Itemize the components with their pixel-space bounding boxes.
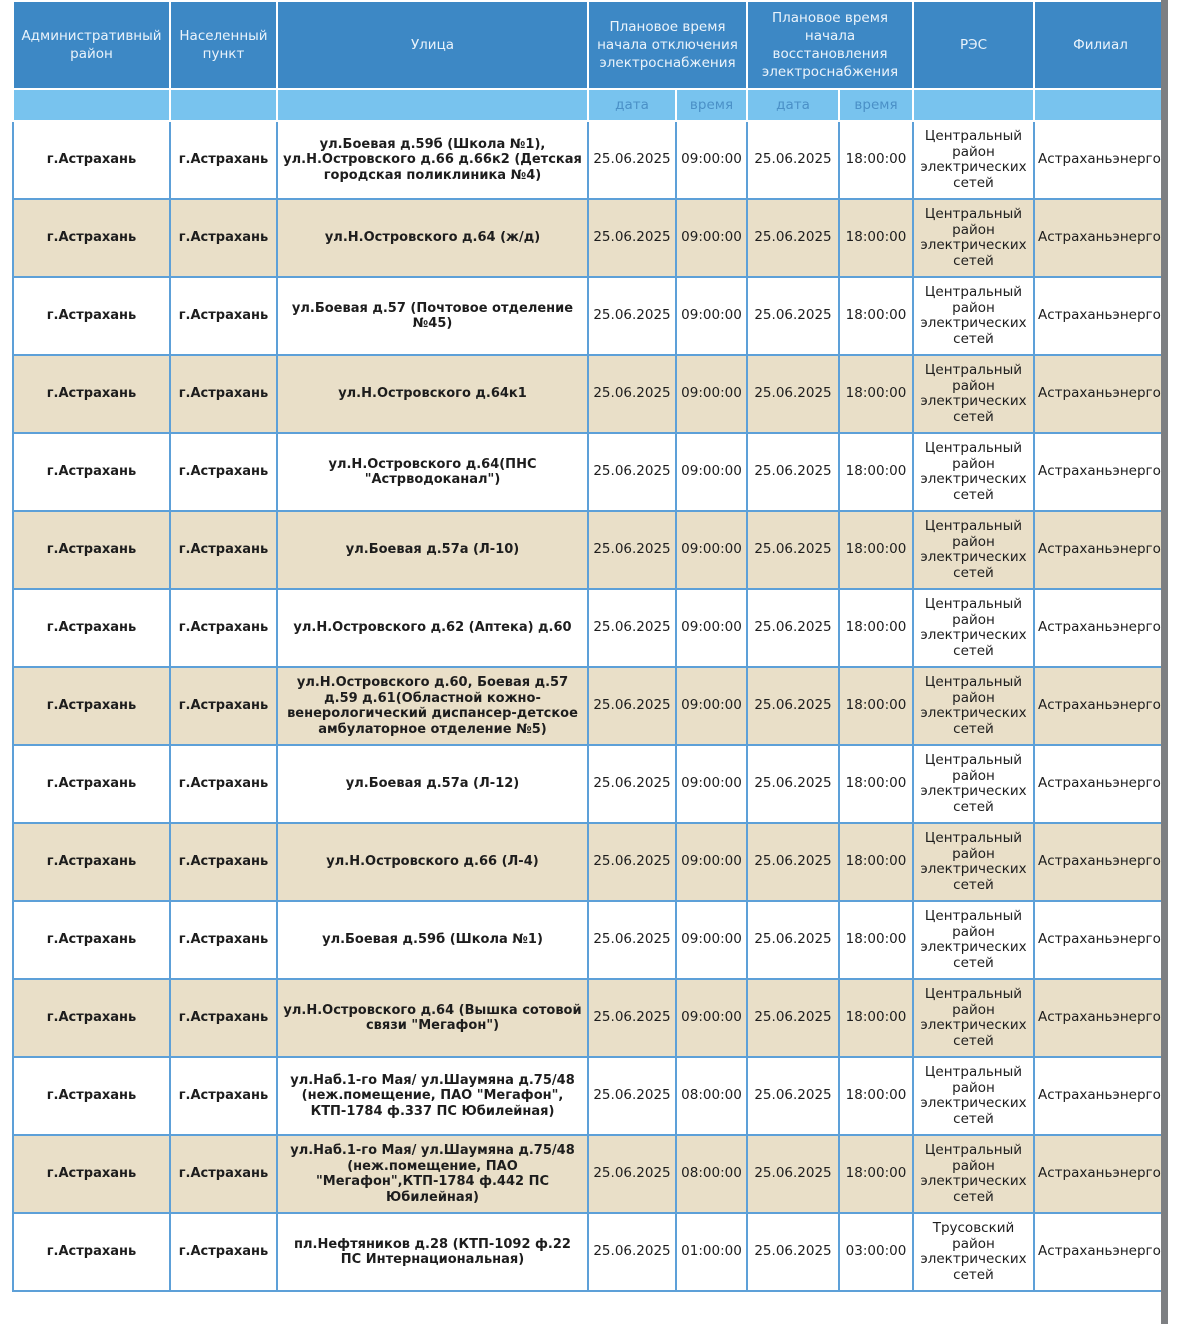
cell-restore-date: 25.06.2025: [747, 433, 839, 511]
cell-outage-time: 01:00:00: [676, 1213, 747, 1291]
cell-restore-time: 18:00:00: [839, 355, 913, 433]
cell-res: Центральный район электрических сетей: [913, 1135, 1034, 1213]
table-row: [13, 355, 1167, 433]
subheader-empty: [277, 89, 588, 121]
cell-branch: Астраханьэнерго: [1034, 667, 1167, 745]
cell-street: ул.Боевая д.59б (Школа №1), ул.Н.Островского д.66 д.66к2 (Детская городская поликлиника №4): [277, 121, 588, 199]
table-row: [13, 589, 1167, 667]
cell-branch: Астраханьэнерго: [1034, 901, 1167, 979]
cell-restore-date: 25.06.2025: [747, 1213, 839, 1291]
cell-street: ул.Наб.1-го Мая/ ул.Шаумяна д.75/48 (неж.помещение, ПАО "Мегафон", КТП-1784 ф.337 ПС Юбилейная): [277, 1057, 588, 1135]
table-row: [13, 901, 1167, 979]
cell-branch: Астраханьэнерго: [1034, 121, 1167, 199]
cell-restore-date: 25.06.2025: [747, 745, 839, 823]
table-row: [13, 511, 1167, 589]
cell-outage-date: 25.06.2025: [588, 1213, 676, 1291]
cell-admin-district: г.Астрахань: [13, 1213, 170, 1291]
cell-restore-date: 25.06.2025: [747, 511, 839, 589]
header-locality: Населенный пункт: [170, 2, 277, 89]
cell-restore-time: 18:00:00: [839, 1057, 913, 1135]
cell-locality: г.Астрахань: [170, 355, 277, 433]
header-branch: Филиал: [1034, 2, 1167, 89]
cell-outage-date: 25.06.2025: [588, 355, 676, 433]
cell-restore-date: 25.06.2025: [747, 667, 839, 745]
cell-street: ул.Боевая д.57а (Л-12): [277, 745, 588, 823]
cell-restore-time: 03:00:00: [839, 1213, 913, 1291]
cell-admin-district: г.Астрахань: [13, 277, 170, 355]
cell-res: Центральный район электрических сетей: [913, 979, 1034, 1057]
cell-street: ул.Наб.1-го Мая/ ул.Шаумяна д.75/48 (неж.помещение, ПАО "Мегафон",КТП-1784 ф.442 ПС Юбилейная): [277, 1135, 588, 1213]
cell-restore-time: 18:00:00: [839, 979, 913, 1057]
table-row: [13, 823, 1167, 901]
cell-restore-time: 18:00:00: [839, 667, 913, 745]
cell-restore-date: 25.06.2025: [747, 199, 839, 277]
cell-branch: Астраханьэнерго: [1034, 199, 1167, 277]
cell-street: ул.Н.Островского д.64к1: [277, 355, 588, 433]
cell-restore-date: 25.06.2025: [747, 121, 839, 199]
cell-locality: г.Астрахань: [170, 823, 277, 901]
cell-outage-time: 09:00:00: [676, 823, 747, 901]
cell-outage-date: 25.06.2025: [588, 667, 676, 745]
table-row: [13, 1213, 1167, 1291]
cell-admin-district: г.Астрахань: [13, 1135, 170, 1213]
cell-admin-district: г.Астрахань: [13, 511, 170, 589]
cell-res: Центральный район электрических сетей: [913, 511, 1034, 589]
cell-res: Центральный район электрических сетей: [913, 355, 1034, 433]
cell-branch: Астраханьэнерго: [1034, 1135, 1167, 1213]
cell-admin-district: г.Астрахань: [13, 901, 170, 979]
cell-branch: Астраханьэнерго: [1034, 433, 1167, 511]
cell-locality: г.Астрахань: [170, 745, 277, 823]
header-admin-district: Административный район: [13, 2, 170, 89]
cell-outage-time: 09:00:00: [676, 121, 747, 199]
cell-locality: г.Астрахань: [170, 121, 277, 199]
cell-res: Трусовский район электрических сетей: [913, 1213, 1034, 1291]
cell-outage-time: 09:00:00: [676, 433, 747, 511]
cell-outage-time: 09:00:00: [676, 901, 747, 979]
subheader-on-date: дата: [747, 89, 839, 121]
cell-locality: г.Астрахань: [170, 1057, 277, 1135]
scrollbar[interactable]: [1161, 0, 1168, 1324]
subheader-empty: [913, 89, 1034, 121]
cell-res: Центральный район электрических сетей: [913, 433, 1034, 511]
cell-outage-date: 25.06.2025: [588, 433, 676, 511]
subheader-row: [13, 89, 1167, 121]
cell-restore-time: 18:00:00: [839, 199, 913, 277]
cell-outage-date: 25.06.2025: [588, 1135, 676, 1213]
cell-res: Центральный район электрических сетей: [913, 901, 1034, 979]
header-restore-start: Плановое время начала восстановления электроснабжения: [747, 2, 913, 89]
cell-admin-district: г.Астрахань: [13, 823, 170, 901]
header-outage-start: Плановое время начала отключения электроснабжения: [588, 2, 747, 89]
cell-branch: Астраханьэнерго: [1034, 355, 1167, 433]
table-row: [13, 979, 1167, 1057]
header-res: РЭС: [913, 2, 1034, 89]
cell-outage-time: 09:00:00: [676, 745, 747, 823]
cell-restore-time: 18:00:00: [839, 1135, 913, 1213]
cell-outage-date: 25.06.2025: [588, 199, 676, 277]
cell-outage-time: 09:00:00: [676, 589, 747, 667]
cell-locality: г.Астрахань: [170, 277, 277, 355]
outage-table-container: [12, 2, 1166, 1292]
table-row: [13, 1135, 1167, 1213]
cell-admin-district: г.Астрахань: [13, 355, 170, 433]
cell-street: ул.Н.Островского д.64 (Вышка сотовой связи "Мегафон"): [277, 979, 588, 1057]
cell-admin-district: г.Астрахань: [13, 589, 170, 667]
cell-street: ул.Н.Островского д.60, Боевая д.57 д.59 д.61(Областной кожно-венерологический диспансер-детское амбулаторное отделение №5): [277, 667, 588, 745]
cell-restore-time: 18:00:00: [839, 823, 913, 901]
cell-restore-date: 25.06.2025: [747, 901, 839, 979]
cell-outage-time: 09:00:00: [676, 979, 747, 1057]
cell-restore-date: 25.06.2025: [747, 823, 839, 901]
cell-outage-date: 25.06.2025: [588, 1057, 676, 1135]
cell-locality: г.Астрахань: [170, 1213, 277, 1291]
table-body: [13, 121, 1167, 1291]
cell-restore-time: 18:00:00: [839, 121, 913, 199]
cell-res: Центральный район электрических сетей: [913, 199, 1034, 277]
cell-restore-time: 18:00:00: [839, 277, 913, 355]
cell-outage-time: 09:00:00: [676, 277, 747, 355]
cell-outage-time: 09:00:00: [676, 667, 747, 745]
cell-branch: Астраханьэнерго: [1034, 511, 1167, 589]
cell-restore-time: 18:00:00: [839, 433, 913, 511]
cell-outage-date: 25.06.2025: [588, 121, 676, 199]
cell-restore-time: 18:00:00: [839, 589, 913, 667]
subheader-on-time: время: [839, 89, 913, 121]
cell-outage-date: 25.06.2025: [588, 823, 676, 901]
cell-street: ул.Боевая д.57а (Л-10): [277, 511, 588, 589]
cell-locality: г.Астрахань: [170, 433, 277, 511]
cell-res: Центральный район электрических сетей: [913, 745, 1034, 823]
cell-branch: Астраханьэнерго: [1034, 823, 1167, 901]
cell-locality: г.Астрахань: [170, 199, 277, 277]
cell-locality: г.Астрахань: [170, 511, 277, 589]
table-row: [13, 433, 1167, 511]
subheader-off-date: дата: [588, 89, 676, 121]
cell-res: Центральный район электрических сетей: [913, 1057, 1034, 1135]
cell-street: ул.Н.Островского д.62 (Аптека) д.60: [277, 589, 588, 667]
cell-locality: г.Астрахань: [170, 589, 277, 667]
table-row: [13, 277, 1167, 355]
cell-res: Центральный район электрических сетей: [913, 589, 1034, 667]
cell-admin-district: г.Астрахань: [13, 121, 170, 199]
cell-locality: г.Астрахань: [170, 901, 277, 979]
cell-restore-time: 18:00:00: [839, 745, 913, 823]
cell-outage-date: 25.06.2025: [588, 979, 676, 1057]
subheader-empty: [170, 89, 277, 121]
cell-restore-time: 18:00:00: [839, 511, 913, 589]
cell-branch: Астраханьэнерго: [1034, 1057, 1167, 1135]
cell-admin-district: г.Астрахань: [13, 667, 170, 745]
cell-street: ул.Боевая д.57 (Почтовое отделение №45): [277, 277, 588, 355]
cell-street: пл.Нефтяников д.28 (КТП-1092 ф.22 ПС Интернациональная): [277, 1213, 588, 1291]
cell-branch: Астраханьэнерго: [1034, 589, 1167, 667]
table-row: [13, 121, 1167, 199]
header-row: [13, 2, 1167, 89]
cell-branch: Астраханьэнерго: [1034, 979, 1167, 1057]
outage-table: [12, 2, 1168, 1292]
table-row: [13, 667, 1167, 745]
cell-restore-date: 25.06.2025: [747, 1135, 839, 1213]
cell-outage-date: 25.06.2025: [588, 745, 676, 823]
cell-outage-time: 09:00:00: [676, 355, 747, 433]
cell-locality: г.Астрахань: [170, 979, 277, 1057]
cell-branch: Астраханьэнерго: [1034, 277, 1167, 355]
cell-branch: Астраханьэнерго: [1034, 745, 1167, 823]
cell-street: ул.Н.Островского д.64(ПНС "Астрводоканал"): [277, 433, 588, 511]
table-row: [13, 199, 1167, 277]
header-street: Улица: [277, 2, 588, 89]
cell-res: Центральный район электрических сетей: [913, 667, 1034, 745]
subheader-empty: [1034, 89, 1167, 121]
table-row: [13, 1057, 1167, 1135]
cell-res: Центральный район электрических сетей: [913, 121, 1034, 199]
cell-outage-time: 08:00:00: [676, 1057, 747, 1135]
cell-outage-time: 09:00:00: [676, 199, 747, 277]
cell-admin-district: г.Астрахань: [13, 1057, 170, 1135]
cell-restore-date: 25.06.2025: [747, 277, 839, 355]
subheader-off-time: время: [676, 89, 747, 121]
cell-locality: г.Астрахань: [170, 667, 277, 745]
cell-res: Центральный район электрических сетей: [913, 823, 1034, 901]
cell-restore-date: 25.06.2025: [747, 1057, 839, 1135]
cell-street: ул.Н.Островского д.66 (Л-4): [277, 823, 588, 901]
cell-admin-district: г.Астрахань: [13, 979, 170, 1057]
cell-restore-time: 18:00:00: [839, 901, 913, 979]
cell-admin-district: г.Астрахань: [13, 199, 170, 277]
subheader-empty: [13, 89, 170, 121]
cell-outage-date: 25.06.2025: [588, 511, 676, 589]
cell-admin-district: г.Астрахань: [13, 433, 170, 511]
cell-outage-date: 25.06.2025: [588, 277, 676, 355]
cell-locality: г.Астрахань: [170, 1135, 277, 1213]
cell-res: Центральный район электрических сетей: [913, 277, 1034, 355]
cell-restore-date: 25.06.2025: [747, 355, 839, 433]
table-row: [13, 745, 1167, 823]
cell-restore-date: 25.06.2025: [747, 979, 839, 1057]
cell-outage-time: 08:00:00: [676, 1135, 747, 1213]
cell-outage-date: 25.06.2025: [588, 589, 676, 667]
cell-outage-date: 25.06.2025: [588, 901, 676, 979]
cell-street: ул.Н.Островского д.64 (ж/д): [277, 199, 588, 277]
cell-admin-district: г.Астрахань: [13, 745, 170, 823]
cell-street: ул.Боевая д.59б (Школа №1): [277, 901, 588, 979]
cell-outage-time: 09:00:00: [676, 511, 747, 589]
cell-restore-date: 25.06.2025: [747, 589, 839, 667]
cell-branch: Астраханьэнерго: [1034, 1213, 1167, 1291]
